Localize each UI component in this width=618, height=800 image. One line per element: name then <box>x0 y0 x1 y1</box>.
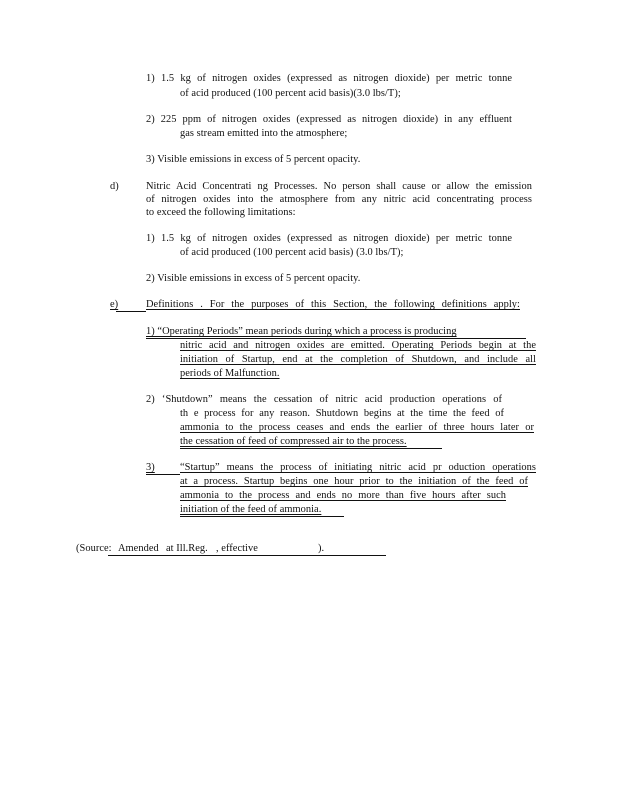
section-c-item1-line1: 1) 1.5 kg of nitrogen oxides (expressed as nitrogen dioxide) per metric tonne <box>146 73 512 84</box>
definition-operating-periods-line3: initiation of Startup, end at the completion of Shutdown, and include all <box>180 354 536 365</box>
section-e-marker: e) <box>110 299 119 310</box>
definition-shutdown-line3: ammonia to the process ceases and ends the earlier of three hours later or <box>180 422 534 433</box>
definition-operating-periods-line2: nitric acid and nitrogen oxides are emitted. Operating Periods begin at the <box>180 340 536 351</box>
section-d-line3: to exceed the following limitations: <box>146 207 296 218</box>
definition-operating-periods-line4: periods of Malfunction. <box>180 368 280 379</box>
definition-startup-line1: “Startup” means the process of initiating nitric acid pr oduction operations <box>180 462 536 473</box>
section-e-marker-rule <box>116 311 146 312</box>
source-effective: , effective <box>216 543 258 554</box>
definition-startup-line2: at a process. Startup begins one hour prior to the initiation of the feed of <box>180 476 528 487</box>
source-prefix: (Source: <box>76 543 112 554</box>
section-c-item1-line2: of acid produced (100 percent acid basis)(3.0 lbs/T); <box>180 88 401 99</box>
section-c-item2-line2: gas stream emitted into the atmosphere; <box>180 128 348 139</box>
source-amended: Amended <box>118 543 159 554</box>
section-d-item2: 2) Visible emissions in excess of 5 percent opacity. <box>146 273 361 284</box>
section-e-line1: Definitions . For the purposes of this Section, the following definitions apply: <box>146 299 520 310</box>
definition-startup-line3: ammonia to the process and ends no more than five hours after such <box>180 490 506 501</box>
section-d-item1-line1: 1) 1.5 kg of nitrogen oxides (expressed as nitrogen dioxide) per metric tonne <box>146 233 512 244</box>
section-c-item3: 3) Visible emissions in excess of 5 percent opacity. <box>146 154 361 165</box>
definition-shutdown-line1: 2) ‘Shutdown” means the cessation of nitric acid production operations of <box>146 394 502 405</box>
definition-operating-periods-line1: 1) “Operating Periods” mean periods during which a process is producing <box>146 326 457 337</box>
definition-startup-line4: initiation of the feed of ammonia. <box>180 504 322 515</box>
section-c-item2-line1: 2) 225 ppm of nitrogen oxides (expressed as nitrogen dioxide) in any effluent <box>146 114 512 125</box>
definition-3-rule <box>180 516 344 517</box>
definition-shutdown-line2: th e process for any reason. Shutdown begins at the time the feed of <box>180 408 504 419</box>
section-d-item1-line2: of acid produced (100 percent acid basis) (3.0 lbs/T); <box>180 247 404 258</box>
definition-2-rule <box>180 448 442 449</box>
section-d-line2: of nitrogen oxides into the atmosphere from any nitric acid concentrating process <box>146 194 532 205</box>
source-close: ). <box>318 543 325 554</box>
section-d-marker: d) <box>110 181 119 192</box>
definition-startup-marker: 3) <box>146 462 155 473</box>
definition-3-marker-rule <box>146 474 180 475</box>
source-register: at Ill.Reg. <box>166 543 208 554</box>
section-d-line1: Nitric Acid Concentrati ng Processes. No person shall cause or allow the emission <box>146 181 532 192</box>
definition-shutdown-line4: the cessation of feed of compressed air to the process. <box>180 436 407 447</box>
